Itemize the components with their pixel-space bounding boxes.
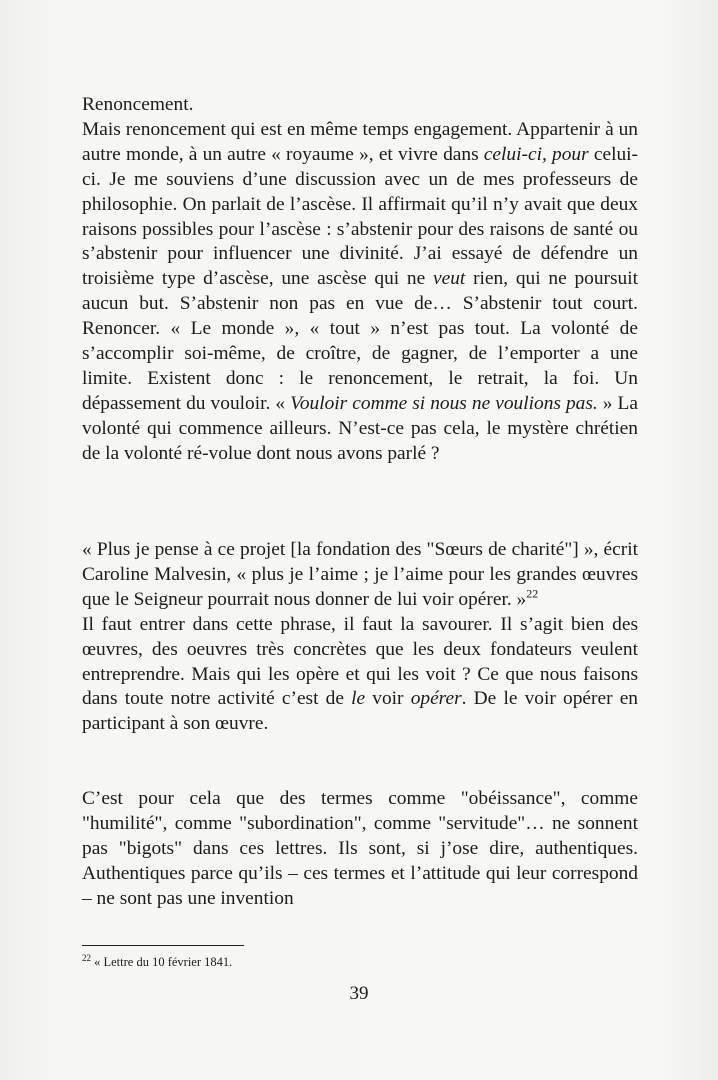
footnote-divider (82, 945, 244, 946)
text-run: Il faut entrer dans cette phrase, il faut la savourer. Il s’agit bien des œuvres, des oeuvres très concrètes que les deux fondateurs veulent entreprendre. Mais qui les opère et qui les voit ? Ce que nous faisons dans toute notre activité c’est de (82, 613, 638, 710)
text-run: Mais renoncement qui est en même temps engagement. Appartenir à un autre monde, à un autre « royaume », et vivre dans (82, 118, 638, 165)
footnote (82, 954, 232, 970)
text-block-1 (82, 93, 638, 467)
paragraph-renoncement (82, 93, 638, 467)
text-block-2 (82, 538, 638, 737)
text-run: C’est pour cela que des termes comme "obéissance", comme "humilité", comme "subordination", comme "servitude"… ne sonnent pas "bigots" dans ces lettres. Ils sont, si j’ose dire, authentiques. Authentiques parce qu’ils – ces termes et l’attitude qui leur correspond – ne sont pas une invention (82, 788, 638, 909)
text-run: . De le voir opérer en participant à son œuvre. (82, 688, 638, 735)
footnote-text: « Lettre du 10 février 1841. (91, 955, 233, 969)
italic-run: Vouloir comme si nous ne voulions pas. (290, 392, 598, 414)
italic-run: celui-ci, pour (483, 143, 589, 165)
italic-run: le (351, 688, 366, 710)
paragraph-termes (82, 787, 638, 912)
text-run: voir (365, 688, 411, 710)
text-run: celui-ci. Je me souviens d’une discussion avec un de mes professeurs de philosophie. On parlait de l’ascèse. Il affirmait qu’il n’y avait que deux raisons possibles pour l’ascèse : s’abstenir pour des raisons de santé ou s’abstenir pour influencer une divinité. J’ai essayé de défendre un troisième type d’ascèse, une ascèse qui ne (82, 143, 639, 290)
italic-run: veut (433, 268, 466, 290)
italic-run: opérer (410, 688, 462, 710)
footnote-reference: 22 (526, 586, 539, 601)
text-block-3 (82, 787, 638, 912)
text-run: » La volonté qui commence ailleurs. N’est-ce pas cela, le mystère chrétien de la volonté ré-volue dont nous avons parlé ? (82, 392, 638, 464)
footnote-number: 22 (82, 952, 91, 963)
paragraph-savourer (82, 613, 638, 738)
text-run: « Plus je pense à ce projet [la fondation des "Sœurs de charité"] », écrit Caroline Malvesin, « plus je l’aime ; je l’aime pour les grandes œuvres que le Seigneur pourrait nous donner de lui voir opérer. » (82, 539, 638, 610)
text-run: rien, qui ne poursuit aucun but. S’abstenir non pas en vue de… S’abstenir tout court. Renoncer. « Le monde », « tout » n’est pas tout. La volonté de s’accomplir soi-même, de croître, de gagner, de l’emporter a une limite. Existent donc : le renoncement, le retrait, la foi. Un dépassement du vouloir. « (82, 268, 639, 414)
text-run: Renoncement. (82, 94, 194, 115)
page-number: 39 (349, 983, 369, 1004)
paragraph-quote (82, 538, 638, 613)
